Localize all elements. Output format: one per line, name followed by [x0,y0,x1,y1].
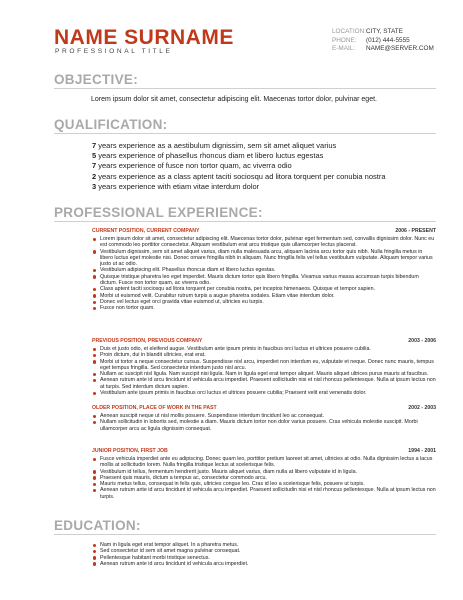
bullet-dot-icon [93,550,96,553]
bullet-dot-icon [93,373,96,376]
qualification-text: years experience of fusce non tortor quam, ac viverra odio [98,161,292,171]
bullet-dot-icon [93,269,96,272]
section-heading: EDUCATION: [54,518,141,533]
qualification-item [92,182,386,192]
bullet-dot-icon [93,275,96,278]
bullet-dot-icon [93,392,96,395]
bullet-item [92,274,436,287]
job-header [92,448,436,454]
job-dates: 2006 - PRESENT [395,228,436,234]
years-count: 7 [92,161,97,171]
bullet-dot-icon [93,544,96,547]
section-divider [54,133,436,134]
job-bullets [92,456,436,500]
qualification-item [92,172,386,182]
job-title: JUNIOR POSITION, FIRST JOB [92,448,168,454]
bullet-text: Nullam sollicitudin in lobortis sed, molestie a diam. Mauris dictum tortor non dolor varius posuere. Cras vehicula molestie suscipit. Morbi ullamcorper arcu ac ligula dignissim consequat. [100,419,418,432]
bullet-text: Aenean rutrum ante id arcu tincidunt id vehicula arcu imperdiet. [100,560,249,567]
qualification-item [92,161,386,171]
contact-label: PHONE: [332,36,357,44]
bullet-dot-icon [93,348,96,351]
professional-title: PROFESSIONAL TITLE [55,48,173,55]
job-dates: 1994 - 2001 [408,448,436,454]
bullet-text: Vestibulum adipiscing elit. Phasellus rhoncus diam et libero luctus egestas. [100,267,276,274]
bullet-dot-icon [93,470,96,473]
qualification-item [92,151,386,161]
years-count: 2 [92,171,97,181]
bullet-text: Quisque tristique pharetra leo eget imperdiet. Mauris dictum tortor quis libero fringilla. Vivamus varius massa accumsan turpis bibendum dictum. Fusce non tortor quam, ac viverra odio. [100,273,419,287]
job-header [92,228,436,234]
job-bullets [92,236,436,312]
bullet-text: Class aptent taciti sociosqu ad litora torquent per conubia nostra, per inceptos himenaeos. Quisque et tempor sapien. [100,286,376,293]
contact-label: E-MAIL: [332,45,356,53]
bullet-dot-icon [93,458,96,461]
section-divider [54,221,436,222]
bullet-item [92,561,436,567]
job-entry [92,338,436,396]
years-count: 3 [92,181,97,191]
experience-section [54,205,436,222]
bullet-text: Vestibulum ante ipsum primis in faucibus orci luctus et ultrices posuere cubilia; Praesent velit erat venenatis dolor. [100,390,367,397]
bullet-dot-icon [93,483,96,486]
contact-label: LOCATION: [332,28,366,35]
qualification-item [92,141,386,151]
bullet-text: Vestibulum dignissim, sem sit amet aliquet varius, diam nulla malesuada arcu, aliquam lacinia arcu tortor quis nibh. Nulla fringilla metus in libero luctus eget molestie nisi. Donec ornare fringilla nibh in aliquam. Nunc fringilla felis vel tellus vestibulum vulputate. Aliquam tempor varius justo ut ac odio. [100,248,433,268]
bullet-dot-icon [93,562,96,565]
qualification-text: years experience as a class aptent taciti sociosqu ad litora torquent per conubia nostra [98,171,386,181]
education-list [92,540,436,567]
contact-location [332,28,434,37]
bullet-item [92,359,436,372]
bullet-text: Pellentesque habitant morbi tristique senectus. [100,554,210,561]
bullet-text: Donec vel lectus eget orci gravida vitae euismod ut, ultricies eu turpis. [100,298,264,305]
bullet-dot-icon [93,489,96,492]
contact-email [332,45,434,54]
bullet-dot-icon [93,476,96,479]
bullet-text: Vestibulum id tellus, fermentum hendrerit justo. Mauris aliquet varius, diam nulla at libero vulputate id in ligula. [100,468,358,475]
job-dates: 2002 - 2003 [408,405,436,411]
resume-name: NAME SURNAME [54,26,234,49]
bullet-text: Nullam ac suscipit nisl ligula. Nam suscipit nisi ligula. Nam in ligula eget erat tempor aliquet. Mauris aliquet ultrices purus mauris at faucibus. [100,371,429,378]
job-bullets [92,413,436,432]
objective-section [54,72,436,89]
bullet-item [92,456,436,469]
bullet-item [92,419,436,432]
job-entry [92,448,436,500]
bullet-text: Duis et justo odio, et eleifend augue. Vestibulum ante ipsum primis in faucibus orci luctus et ultrices posuere cubilia. [100,346,371,352]
contact-phone [332,37,434,46]
bullet-dot-icon [93,238,96,241]
job-header [92,405,436,411]
bullet-item [92,249,436,268]
bullet-dot-icon [93,556,96,559]
job-dates: 2003 - 2006 [408,338,436,344]
bullet-text: Aenean rutrum ante id arcu tincidunt id vehicula arcu imperdiet. Praesent sollicitudin nisi et nisl rhoncus pellentesque. Nulla at ipsum lectus non turpis. [100,487,436,500]
section-heading: QUALIFICATION: [54,117,168,132]
bullet-dot-icon [93,301,96,304]
contact-value: CITY, STATE [366,28,403,35]
bullet-dot-icon [93,307,96,310]
bullet-text: Proin dictum, dui in blandit ultricies, erat erat. [100,352,206,359]
bullet-item [92,236,436,249]
bullet-text: Praesent quis mauris, dictum a tempus ac, consectetur commodo arcu. [100,474,267,481]
qualification-section [54,117,436,134]
section-divider [54,88,436,89]
bullet-text: Fusce vehicula imperdiet ante eu adipiscing. Donec quam leo, porttitor pretium laoreet sit amet, ultricies at odio. Nulla dignissim lectus a lacus mollis at sollicitudin lorem. Nulla fringilla tristique lectus at scelerisque felis. [100,456,433,469]
qualification-list [92,141,386,192]
job-title: OLDER POSITION, PLACE OF WORK IN THE PAST [92,405,217,411]
bullet-dot-icon [93,360,96,363]
years-count: 7 [92,141,97,150]
job-title: CURRENT POSITION, CURRENT COMPANY [92,228,200,234]
contact-value: (012) 444-5555 [366,36,410,44]
qualification-text: years experience of phasellus rhoncus diam et libero luctus egestas [98,151,324,161]
qualification-text: years experience with etiam vitae interdum dolor [98,181,260,191]
bullet-text: Morbi ut euismod velit. Curabitur rutrum turpis a augue pharetra sodales. Etiam vitae interdum dolor. [100,292,335,299]
qualification-text: years experience as a aestibulum dignissim, sem sit amet aliquet varius [98,141,337,150]
bullet-text: Aenean suscipit neque ut nisl mollis posuere. Suspendisse interdum tincidunt leo ac consequat. [100,413,325,419]
section-heading: OBJECTIVE: [54,72,139,87]
job-entry [92,228,436,312]
bullet-text: Morbi ut tortor a neque consectetur cursus. Suspendisse nisl arcu, imperdiet non interdum eu, vulputate et neque. Donec nunc mauris, tempus eget tempus fringilla. Sed consectetur interdum justo nisl arcu. [100,358,434,371]
bullet-dot-icon [93,379,96,382]
bullet-item [92,487,436,500]
bullet-text: Sed consectetur id sem sit amet magna pulvinar consequat. [100,548,241,555]
job-title: PREVIOUS POSITION, PREVIOUS COMPANY [92,338,203,344]
objective-text: Lorem ipsum dolor sit amet, consectetur adipiscing elit. Maecenas tortor dolor, pulvinar eget. [91,96,377,103]
contact-block [332,28,434,54]
years-count: 5 [92,151,97,161]
section-heading: PROFESSIONAL EXPERIENCE: [54,205,263,220]
job-entry [92,405,436,432]
bullet-text: Fusce non tortor quam. [100,305,155,312]
section-divider [54,534,436,535]
bullet-dot-icon [93,250,96,253]
bullet-dot-icon [93,294,96,297]
bullet-item [92,390,436,396]
education-section [54,518,436,535]
contact-value: NAME@SERVER.COM [366,45,434,53]
bullet-text: Aenean rutrum ante id arcu tincidunt id vehicula arcu imperdiet. Praesent sollicitudin nisi et nisl rhoncus pellentesque. Nulla at ipsum lectus non at turpis. Sed interdum dictum sapien. [100,377,436,390]
education-bullets [92,542,436,567]
job-header [92,338,436,344]
bullet-text: Mauris metus tellus, consequat in felis quis, ultricies congue leo. Cras id leo a scelerisque felis, posuere ut turpis. [100,481,365,488]
bullet-text: Lorem ipsum dolor sit amet, consectetur adipiscing elit. Maecenas tortor dolor, pulvinar eget fermentum sed, convallis dignissim dolor. Nunc eu est commodo leo porttitor consectetur. Aliquam vestibulum erat arcu tristique quis ullamcorper lectus placerat. [100,236,435,249]
bullet-dot-icon [93,421,96,424]
bullet-dot-icon [93,288,96,291]
bullet-item [92,377,436,390]
bullet-dot-icon [93,354,96,357]
bullet-text: Nam in ligula eget erat tempor aliquet. In a pharetra metus. [100,542,239,548]
bullet-dot-icon [93,415,96,418]
bullet-item [92,305,436,311]
job-bullets [92,346,436,396]
